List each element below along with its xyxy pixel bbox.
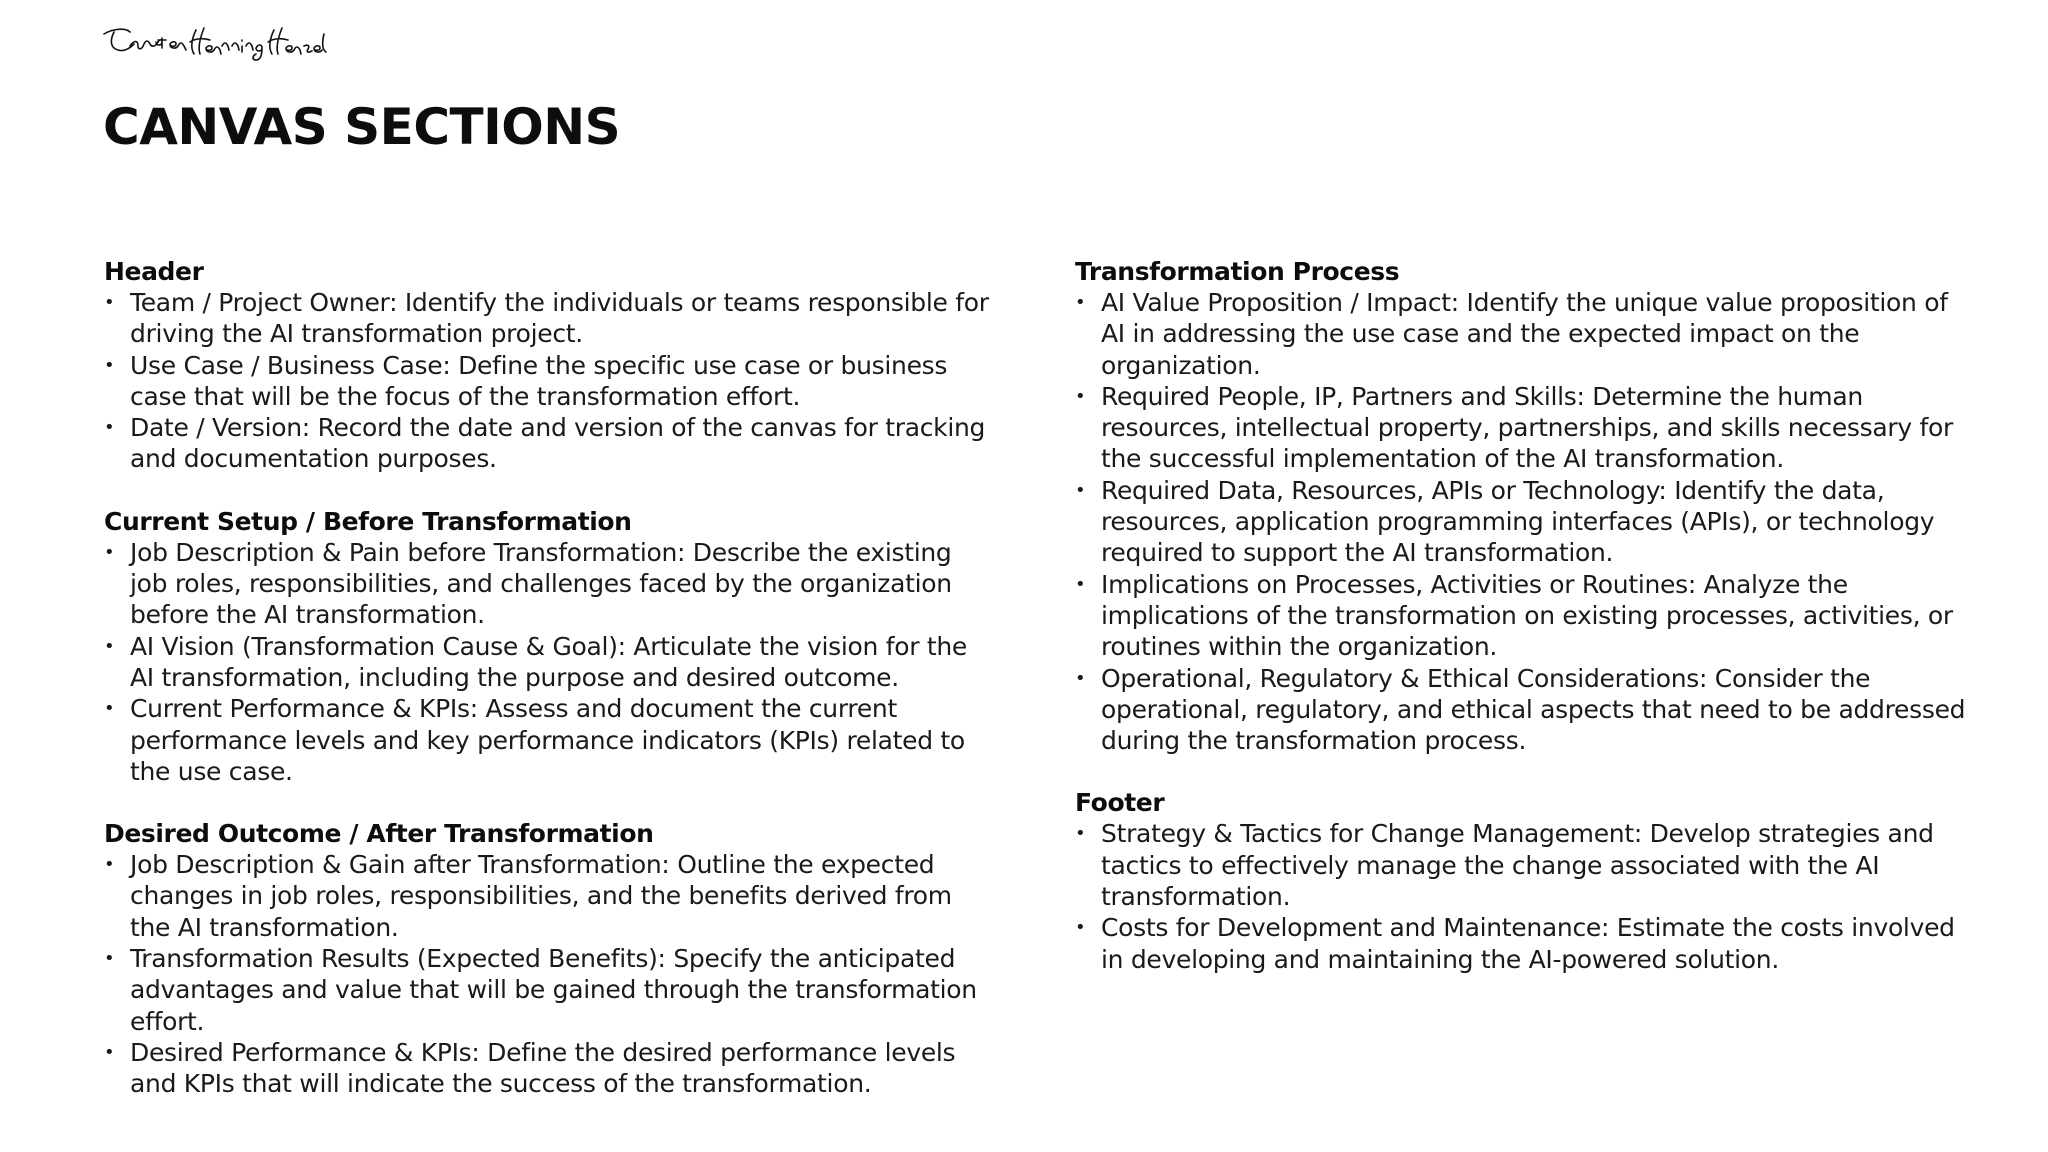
bullet-icon: • (104, 292, 115, 313)
page-title: CANVAS SECTIONS (103, 98, 621, 156)
list-item (104, 943, 994, 1037)
list-item-text: Implications on Processes, Activities or Routines: Analyze the implications of the transformation on existing processes, activities, or routines within the organization. (1101, 569, 1953, 662)
list-item-text: Desired Performance & KPIs: Define the desired performance levels and KPIs that will indicate the success of the transformation. (130, 1037, 956, 1099)
bullet-list (1075, 287, 1975, 756)
bullet-icon: • (1075, 917, 1086, 939)
list-item (1075, 663, 1975, 757)
bullet-icon: • (104, 698, 115, 720)
section-footer (1075, 787, 1975, 974)
bullet-icon: • (104, 417, 115, 439)
author-signature (100, 22, 330, 62)
bullet-icon: • (104, 1041, 115, 1063)
list-item (1075, 818, 1975, 912)
section-current-setup (104, 506, 994, 787)
bullet-icon: • (1075, 667, 1086, 689)
bullet-icon: • (1075, 385, 1086, 407)
list-item-text: Current Performance & KPIs: Assess and document the current performance levels and key performance indicators (KPIs) related to the use case. (130, 694, 965, 786)
list-item (104, 849, 994, 943)
list-item-text: Use Case / Business Case: Define the specific use case or business case that will be the focus of the transformation effort. (130, 350, 948, 411)
bullet-icon: • (1075, 573, 1086, 595)
bullet-icon: • (1075, 479, 1086, 501)
bullet-icon: • (104, 635, 115, 657)
bullet-icon: • (1075, 292, 1086, 313)
right-column (1075, 256, 1975, 1006)
list-item-text: Date / Version: Record the date and version of the canvas for tracking and documentation purposes. (130, 413, 986, 474)
list-item (1075, 475, 1975, 569)
list-item (1075, 287, 1975, 381)
section-heading: Current Setup / Before Transformation (104, 506, 632, 536)
list-item (104, 537, 994, 631)
bullet-icon: • (104, 354, 115, 376)
section-heading: Footer (1075, 788, 1165, 818)
bullet-icon: • (1075, 823, 1086, 845)
list-item-text: Job Description & Gain after Transformation: Outline the expected changes in job roles, responsibilities, and the benefits derived from the AI transformation. (130, 850, 952, 942)
section-heading: Transformation Process (1075, 257, 1400, 286)
list-item-text: Required People, IP, Partners and Skills: Determine the human resources, intellectual property, partnerships, and skills necessary for the successful implementation of the AI transformation. (1101, 381, 1953, 474)
list-item (104, 1037, 994, 1100)
left-column (104, 256, 994, 1131)
list-item (1075, 569, 1975, 663)
bullet-list (104, 537, 994, 787)
bullet-list (104, 287, 994, 475)
section-transformation-process (1075, 256, 1975, 756)
list-item-text: Job Description & Pain before Transformation: Describe the existing job roles, responsibilities, and challenges faced by the organization before the AI transformation. (130, 537, 952, 630)
list-item (104, 693, 994, 787)
list-item-text: Strategy & Tactics for Change Management: Develop strategies and tactics to effectively manage the change associated with the AI transformation. (1101, 819, 1934, 912)
section-header (104, 256, 994, 475)
list-item-text: AI Vision (Transformation Cause & Goal): Articulate the vision for the AI transformation, including the purpose and desired outcome. (130, 631, 967, 692)
list-item-text: Costs for Development and Maintenance: Estimate the costs involved in developing and maintaining the AI-powered solution. (1101, 913, 1955, 974)
list-item-text: Team / Project Owner: Identify the individuals or teams responsible for driving the AI transformation project. (130, 288, 989, 349)
bullet-icon: • (104, 948, 115, 970)
list-item-text: AI Value Proposition / Impact: Identify the unique value proposition of AI in addressing the use case and the expected impact on the organization. (1101, 288, 1948, 380)
list-item (104, 350, 994, 413)
list-item-text: Required Data, Resources, APIs or Technology: Identify the data, resources, application programming interfaces (APIs), or technology required to support the AI transformation. (1101, 475, 1935, 568)
list-item-text: Transformation Results (Expected Benefits): Specify the anticipated advantages and value that will be gained through the transformation effort. (130, 944, 977, 1036)
list-item (1075, 912, 1975, 975)
list-item (104, 412, 994, 475)
list-item (104, 287, 994, 350)
bullet-list (1075, 818, 1975, 974)
section-heading: Desired Outcome / After Transformation (104, 819, 654, 849)
signature-graphic (100, 22, 330, 62)
section-heading: Header (104, 257, 204, 286)
list-item (104, 631, 994, 694)
bullet-icon: • (104, 854, 115, 876)
list-item-text: Operational, Regulatory & Ethical Considerations: Consider the operational, regulatory, and ethical aspects that need to be addressed during the transformation process. (1101, 663, 1966, 756)
bullet-list (104, 849, 994, 1099)
bullet-icon: • (104, 541, 115, 563)
list-item (1075, 381, 1975, 475)
section-desired-outcome (104, 818, 994, 1099)
